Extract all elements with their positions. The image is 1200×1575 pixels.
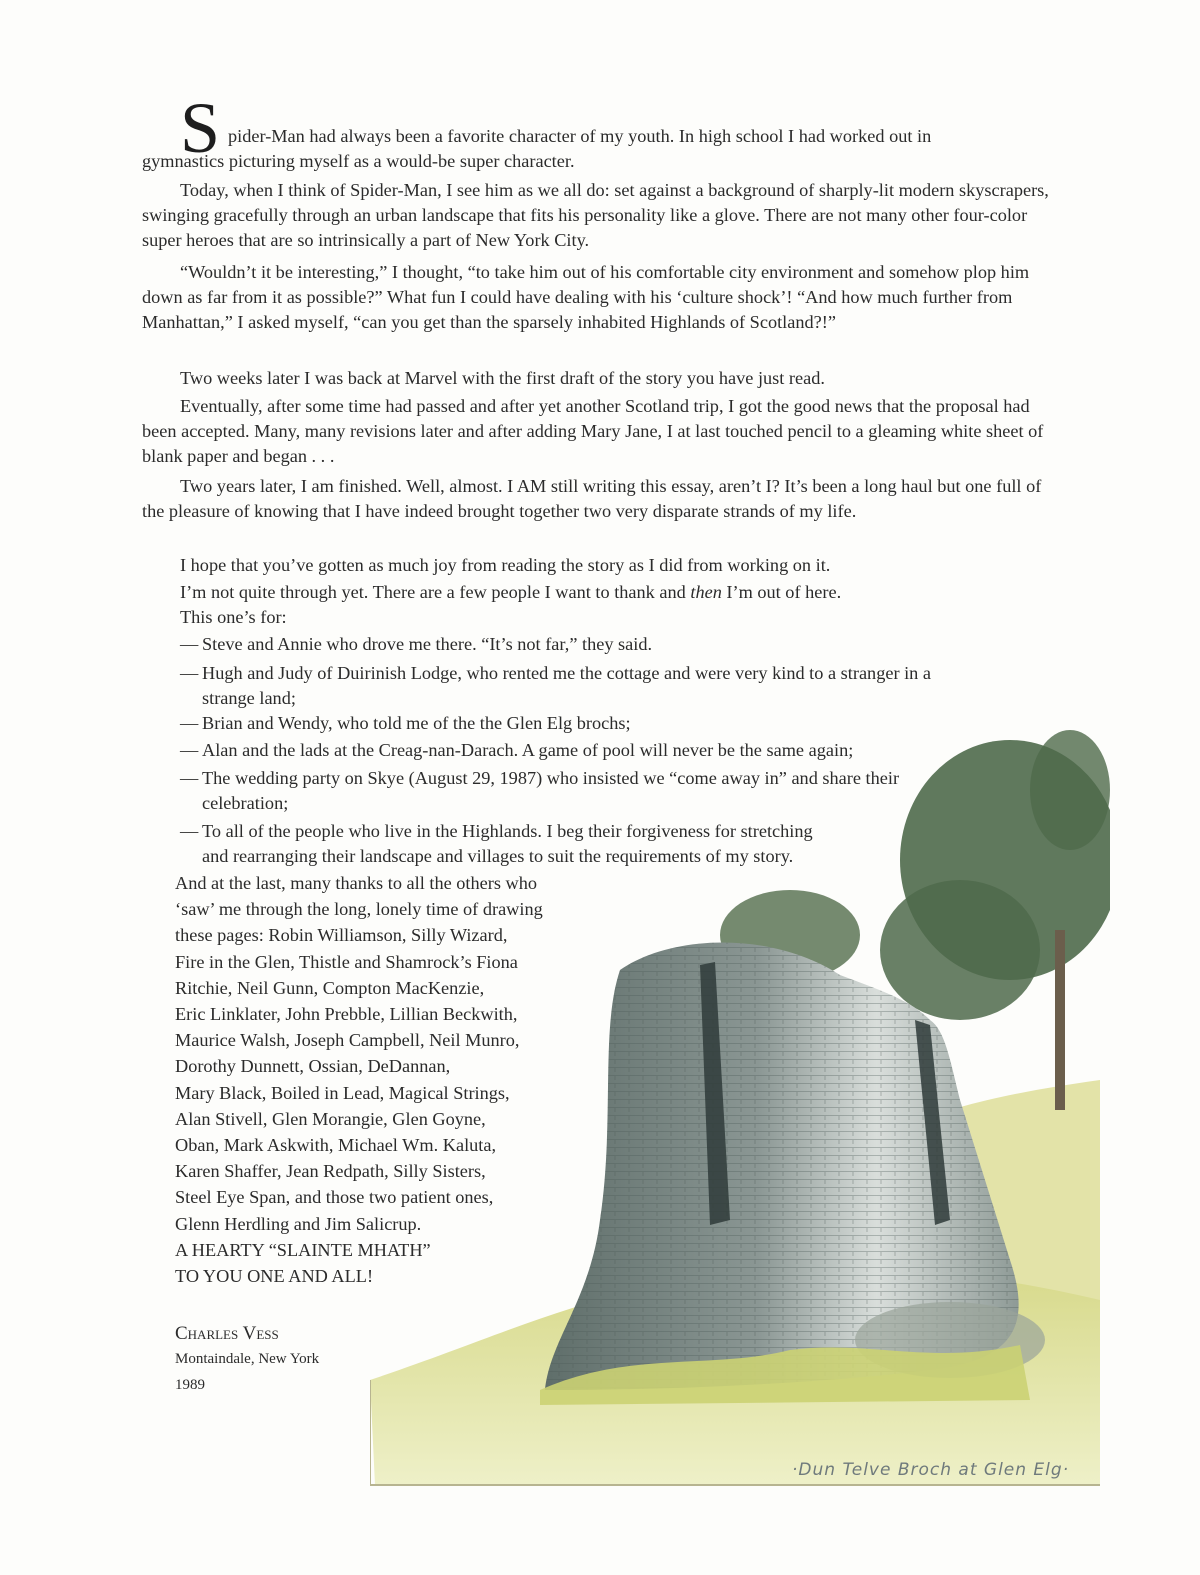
paragraph-8-start: I’m not quite through yet. There are a few people I want to thank and (180, 582, 691, 602)
paragraph-8-end: I’m out of here. (721, 582, 842, 602)
thanks-text: The wedding party on Skye (August 29, 1987) who insisted we “come away in” and share their (202, 768, 900, 788)
thanks-item (180, 738, 1060, 763)
paragraph-4: Two weeks later I was back at Marvel with the first draft of the story you have just read. (180, 368, 825, 388)
thanks-text: Brian and Wendy, who told me of the the Glen Elg brochs; (202, 713, 631, 733)
thanks-item (180, 661, 1060, 711)
paragraph-8 (142, 580, 1062, 605)
author-year: 1989 (175, 1377, 205, 1393)
thanks-item (180, 632, 1060, 657)
credits-line: Steel Eye Span, and those two patient ones, (175, 1187, 494, 1208)
paragraph-5: Eventually, after some time had passed and after yet another Scotland trip, I got the good news that the proposal had been accepted. Many, many revisions later and after adding Mary Jane, I at last touched pencil to a gleaming white sheet of blank paper and began . . . (142, 396, 1044, 466)
paragraph-8-emphasis: then (690, 582, 722, 602)
credits-line: Mary Black, Boiled in Lead, Magical Strings, (175, 1082, 510, 1103)
credits-line: Glenn Herdling and Jim Salicrup. (175, 1213, 422, 1234)
dash: — (180, 740, 199, 760)
paragraph-line: pider-Man had always been a favorite character of my youth. In high school I had worked out in (228, 126, 932, 146)
illustration-caption: ·Dun Telve Broch at Glen Elg· (792, 1460, 1070, 1480)
author-name: Charles Vess (175, 1323, 279, 1344)
paragraph-7: I hope that you’ve gotten as much joy from reading the story as I did from working on it. (180, 555, 831, 575)
drop-cap: S (180, 88, 221, 168)
thanks-text-continued: celebration; (202, 792, 289, 813)
thanks-item (180, 711, 1060, 736)
thanks-text: Alan and the lads at the Creag-nan-Darach. A game of pool will never be the same again; (202, 740, 854, 760)
opening-paragraph (142, 88, 1060, 174)
dash: — (180, 821, 199, 841)
credits-line: Alan Stivell, Glen Morangie, Glen Goyne, (175, 1108, 486, 1129)
credits-line: these pages: Robin Williamson, Silly Wizard, (175, 925, 508, 946)
credits-line: Eric Linklater, John Prebble, Lillian Beckwith, (175, 1004, 518, 1025)
thanks-text-continued: and rearranging their landscape and villages to suit the requirements of my story. (202, 845, 794, 866)
paragraph-6: Two years later, I am finished. Well, almost. I AM still writing this essay, aren’t I? It’s been a long haul but one full of the pleasure of knowing that I have indeed brought together two very disparate strands of my life. (142, 476, 1042, 521)
dash: — (180, 663, 199, 683)
credits-line: Fire in the Glen, Thistle and Shamrock’s Fiona (175, 951, 518, 972)
dash: — (180, 634, 199, 654)
thanks-text: To all of the people who live in the Highlands. I beg their forgiveness for stretching (202, 821, 813, 841)
paragraph-line: gymnastics picturing myself as a would-be super character. (142, 150, 575, 171)
credits-line: ‘saw’ me through the long, lonely time of drawing (175, 899, 543, 920)
credits-line: Ritchie, Neil Gunn, Compton MacKenzie, (175, 977, 485, 998)
thanks-text: Steve and Annie who drove me there. “It’s not far,” they said. (202, 634, 653, 654)
credits-line: And at the last, many thanks to all the others who (175, 873, 538, 893)
thanks-item (180, 766, 1060, 816)
author-place: Montaindale, New York (175, 1351, 320, 1367)
credits-line: A HEARTY “SLAINTE MHATH” (175, 1239, 431, 1260)
thanks-item (180, 819, 1060, 869)
dash: — (180, 713, 199, 733)
credits-line: Dorothy Dunnett, Ossian, DeDannan, (175, 1056, 451, 1077)
credits-line: Maurice Walsh, Joseph Campbell, Neil Munro, (175, 1030, 520, 1051)
signature-block (175, 1322, 319, 1398)
paragraph-2: Today, when I think of Spider-Man, I see him as we all do: set against a background of sharply-lit modern skyscrapers, swinging gracefully through an urban landscape that fits his personality like a glove. There are not many other four-color super heroes that are so intrinsically a part of New York City. (142, 180, 1049, 250)
thanks-text-continued: strange land; (202, 687, 296, 708)
credits-line: Oban, Mark Askwith, Michael Wm. Kaluta, (175, 1135, 497, 1156)
credits-line: Karen Shaffer, Jean Redpath, Silly Sisters, (175, 1161, 486, 1182)
paragraph-3: “Wouldn’t it be interesting,” I thought, “to take him out of his comfortable city environment and somehow plop him down as far from it as possible?” What fun I could have dealing with his ‘culture shock’! “And how much further from Manhattan,” I asked myself, “can you get than the sparsely inhabited Highlands of Scotland?!” (142, 262, 1030, 332)
credits-list (175, 870, 615, 1289)
dash: — (180, 768, 199, 788)
credits-line: TO YOU ONE AND ALL! (175, 1266, 374, 1287)
paragraph-9: This one’s for: (180, 607, 287, 627)
thanks-text: Hugh and Judy of Duirinish Lodge, who rented me the cottage and were very kind to a stranger in a (202, 663, 932, 683)
